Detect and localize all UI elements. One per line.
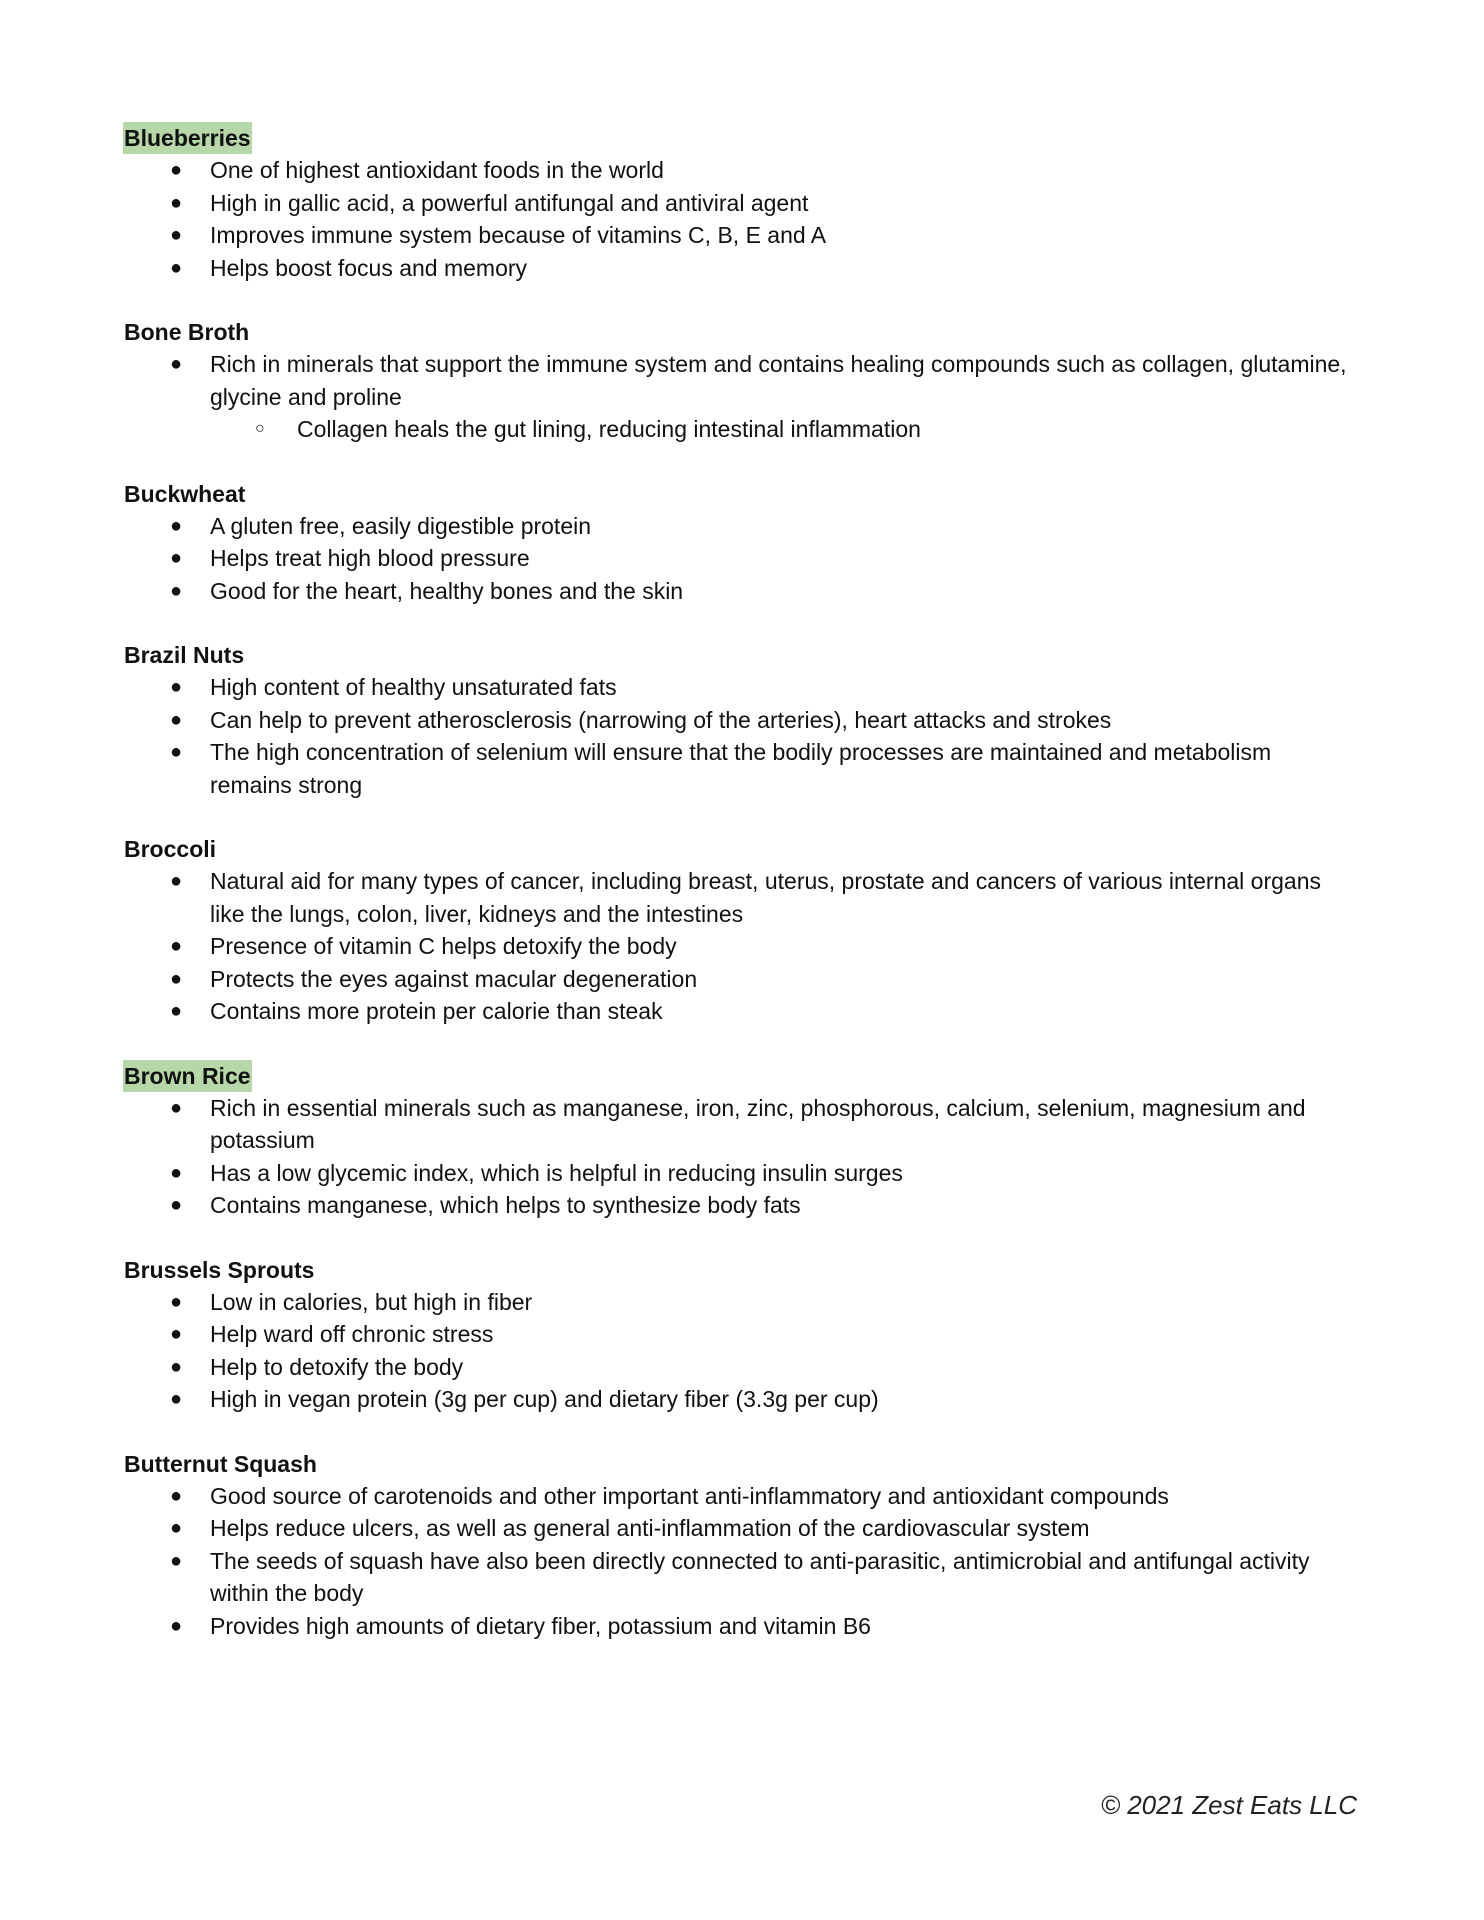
list-item-text: Has a low glycemic index, which is helpful in reducing insulin surges [210,1159,903,1186]
bullet-icon: ● [170,935,183,957]
list-item-text: Presence of vitamin C helps detoxify the body [210,933,677,959]
list-item-text: Helps treat high blood pressure [210,545,530,571]
bullet-icon: ● [170,159,183,181]
list-item-text: Rich in essential minerals such as manganese, iron, zinc, phosphorous, calcium, selenium, magnesium and potassium [210,1094,1306,1153]
bullet-list [123,1286,1363,1416]
section-heading: Brown Rice [123,1060,252,1092]
bullet-icon: ● [170,741,183,763]
section-heading: Buckwheat [124,480,246,507]
list-item-text: Helps reduce ulcers, as well as general anti-inflammation of the cardiovascular system [210,1515,1090,1541]
list-item [123,187,1363,220]
food-section [123,833,1363,1028]
bullet-icon: ● [170,579,183,602]
bullet-icon: ● [170,708,183,731]
bullet-icon: ● [170,514,183,537]
list-item-text: Good source of carotenoids and other important anti-inflammatory and antioxidant compounds [210,1482,1169,1509]
bullet-list [123,348,1363,446]
list-item [123,1318,1363,1351]
list-item [123,575,1363,608]
list-item-text: Natural aid for many types of cancer, including breast, uterus, prostate and cancers of various internal organs like the lungs, colon, liver, kidneys and the intestines [210,868,1321,927]
document-page [123,122,1363,1674]
list-item-text: Contains more protein per calorie than steak [210,998,663,1024]
food-section [123,478,1363,608]
section-heading: Butternut Squash [124,1450,317,1477]
bullet-icon: ● [170,1517,183,1539]
bullet-icon: ● [170,224,183,246]
list-item [123,1480,1363,1513]
bullet-icon: ● [170,1096,183,1119]
list-item-text: Low in calories, but high in fiber [210,1288,533,1315]
list-item-text: High in vegan protein (3g per cup) and dietary fiber (3.3g per cup) [210,1386,879,1412]
bullet-list [123,510,1363,608]
list-item-text: Protects the eyes against macular degeneration [210,965,698,992]
bullet-icon: ● [170,547,183,569]
bullet-icon: ● [170,1388,183,1410]
list-item-text: High content of healthy unsaturated fats [210,674,617,700]
list-item-text: Rich in minerals that support the immune system and contains healing compounds such as collagen, glutamine, glycine and proline [210,351,1347,410]
section-heading: Blueberries [123,122,252,154]
bullet-icon: ● [170,1355,183,1378]
section-heading: Brussels Sprouts [124,1256,315,1283]
list-item-text: The seeds of squash have also been directly connected to anti-parasitic, antimicrobial and antifungal activity within the body [210,1547,1310,1606]
list-item [123,510,1363,543]
list-item [123,1286,1363,1319]
food-section [123,316,1363,446]
list-item [123,963,1363,996]
bullet-icon: ● [170,1290,183,1313]
bullet-list [123,865,1363,1028]
list-item [123,348,1363,446]
section-heading: Bone Broth [124,319,250,345]
list-item [123,1189,1363,1222]
bullet-icon: ● [170,1161,183,1184]
section-heading: Broccoli [124,836,217,862]
list-item [123,1512,1363,1545]
list-item [123,1545,1363,1610]
bullet-icon: ● [170,1194,183,1216]
list-item [123,930,1363,963]
list-item-text: Help ward off chronic stress [210,1321,494,1347]
list-item-text: Contains manganese, which helps to synthesize body fats [210,1192,801,1218]
list-item-text: Helps boost focus and memory [210,254,528,281]
list-item [123,1092,1363,1157]
bullet-icon: ● [170,191,183,214]
food-section [123,1254,1363,1416]
list-item-text: Can help to prevent atherosclerosis (narrowing of the arteries), heart attacks and strokes [210,706,1112,733]
sub-list-item [210,413,1353,446]
list-item [123,671,1363,704]
list-item [123,542,1363,575]
bullet-icon: ● [170,1484,183,1507]
bullet-list [123,1480,1363,1643]
list-item-text: High in gallic acid, a powerful antifungal and antiviral agent [210,189,809,216]
sub-list-item-text: Collagen heals the gut lining, reducing intestinal inflammation [297,416,921,442]
bullet-icon: ● [170,870,183,892]
list-item-text: A gluten free, easily digestible protein [210,512,592,539]
list-item-text: Provides high amounts of dietary fiber, potassium and vitamin B6 [210,1612,871,1639]
food-section [123,1060,1363,1222]
bullet-icon: ● [170,1323,183,1345]
list-item [123,252,1363,285]
list-item [123,704,1363,737]
list-item-text: One of highest antioxidant foods in the world [210,157,664,183]
section-heading: Brazil Nuts [124,642,245,668]
food-section [123,1448,1363,1643]
list-item [123,1610,1363,1643]
list-item-text: Help to detoxify the body [210,1353,464,1380]
list-item-text: The high concentration of selenium will ensure that the bodily processes are maintained and metabolism remains strong [210,739,1272,798]
list-item [123,154,1363,187]
list-item [123,1383,1363,1416]
bullet-list [123,1092,1363,1222]
list-item-text: Improves immune system because of vitamins C, B, E and A [210,222,827,248]
list-item [123,995,1363,1028]
food-section [123,122,1363,284]
bullet-icon: ● [170,1549,183,1572]
bullet-icon: ● [170,256,183,279]
list-item [123,219,1363,252]
bullet-list [123,671,1363,801]
list-item [123,1351,1363,1384]
copyright-footer: © 2021 Zest Eats LLC [1100,1790,1357,1820]
list-item [123,865,1363,930]
bullet-list [123,154,1363,284]
list-item [123,1157,1363,1190]
bullet-icon: ● [170,1000,183,1022]
list-item-text: Good for the heart, healthy bones and the skin [210,577,684,604]
hollow-bullet-icon: ○ [255,420,265,437]
bullet-icon: ● [170,967,183,990]
bullet-icon: ● [170,353,183,375]
bullet-icon: ● [170,676,183,698]
sub-bullet-list [210,413,1353,446]
list-item [123,736,1363,801]
bullet-icon: ● [170,1614,183,1637]
food-section [123,639,1363,801]
